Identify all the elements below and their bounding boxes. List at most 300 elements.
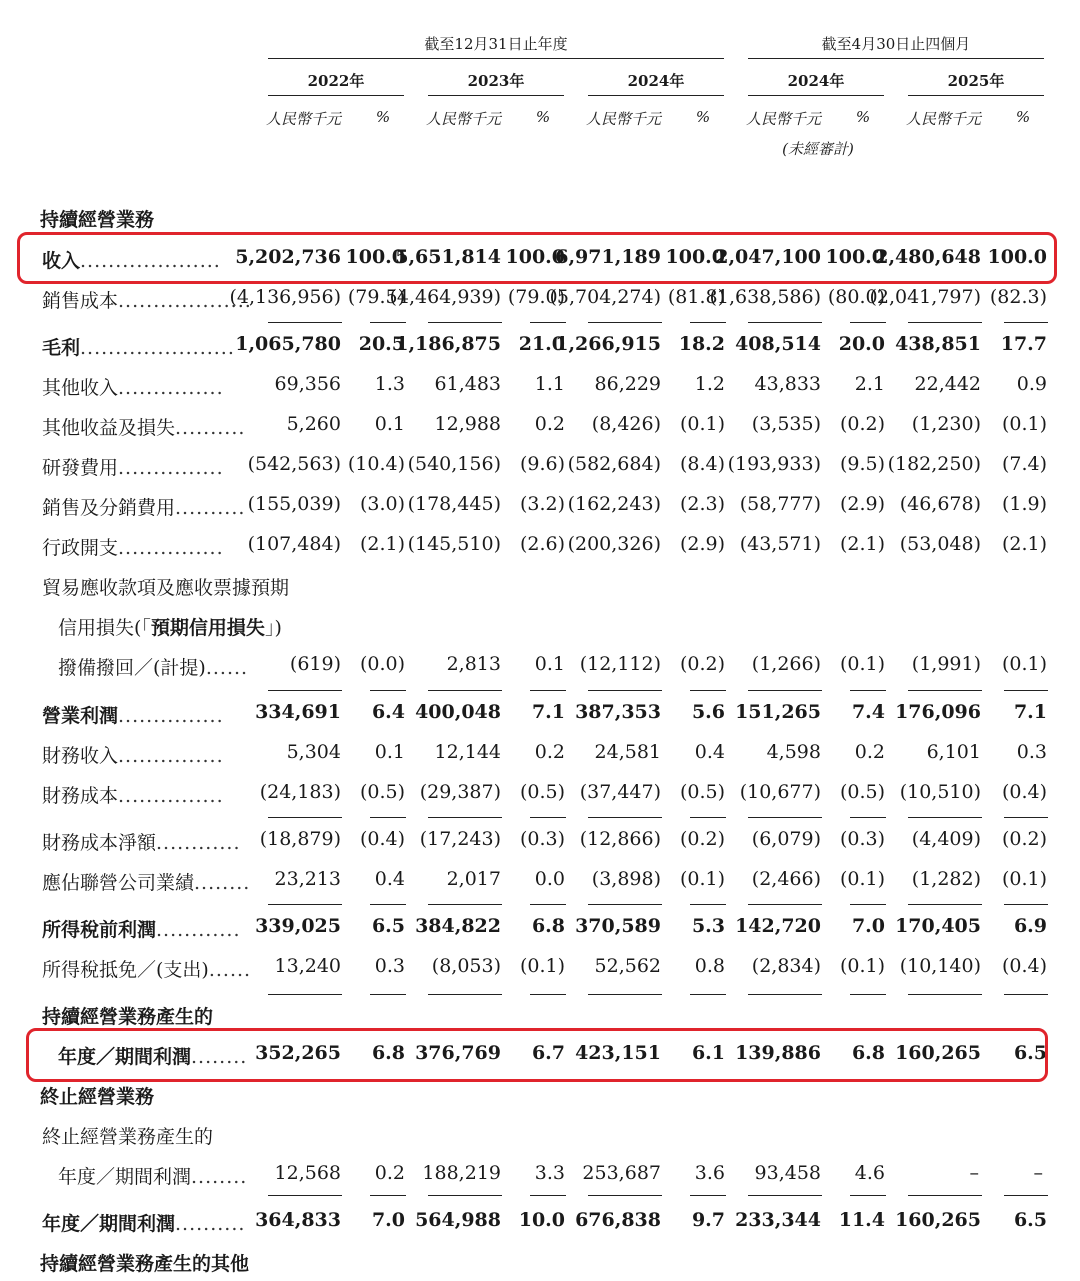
cell-amount: (12,112) — [579, 653, 661, 675]
cell-percent: 0.3 — [374, 955, 405, 977]
subtotal-rule — [908, 1195, 982, 1196]
cell-amount: (43,571) — [739, 533, 821, 555]
cell-amount: (542,563) — [247, 453, 341, 475]
row-finance-costs — [0, 781, 1080, 811]
cell-percent: (1.9) — [1001, 493, 1047, 515]
cell-amount: 93,458 — [754, 1162, 821, 1184]
cell-amount: (53,048) — [899, 533, 981, 555]
cell-percent: (0.5) — [519, 781, 565, 803]
cell-amount: 188,219 — [422, 1162, 501, 1184]
cell-percent: (0.1) — [1001, 653, 1047, 675]
subtotal-rule — [370, 994, 406, 995]
cell-amount: (4,136,956) — [229, 286, 341, 308]
leader-dots: ............... — [118, 457, 224, 479]
cell-amount: 12,568 — [274, 1162, 341, 1184]
cell-amount: (182,250) — [887, 453, 981, 475]
cell-amount: (24,183) — [259, 781, 341, 803]
cell-amount: (58,777) — [739, 493, 821, 515]
row-ecl-label-line1: 貿易應收款項及應收票據預期 — [42, 577, 290, 599]
cell-amount: 564,988 — [415, 1209, 501, 1231]
cell-percent: (7.4) — [1001, 453, 1047, 475]
cell-percent: 3.3 — [534, 1162, 565, 1184]
cell-amount: 364,833 — [255, 1209, 341, 1231]
cell-amount: 400,048 — [415, 701, 501, 723]
leader-dots: ........ — [191, 1166, 248, 1188]
unaudited-note: (未經審計) — [782, 140, 854, 158]
year-header: 2022年 — [307, 72, 365, 90]
section-discontinued-operations: 終止經營業務 — [40, 1086, 155, 1108]
cell-percent: 7.4 — [851, 701, 885, 723]
subtotal-rule — [530, 322, 566, 323]
subtotal-rule — [908, 322, 982, 323]
cell-percent: (9.6) — [519, 453, 565, 475]
row-label — [42, 1209, 245, 1236]
row-label — [42, 781, 224, 808]
cell-amount: 176,096 — [895, 701, 981, 723]
subtotal-rule — [428, 817, 502, 818]
cell-percent: 7.1 — [531, 701, 565, 723]
cell-percent: (2.1) — [1001, 533, 1047, 555]
row-income-tax — [0, 955, 1080, 985]
cell-amount: 408,514 — [735, 333, 821, 355]
cell-percent: 1.3 — [374, 373, 405, 395]
highlight-continuing-profit-row — [26, 1028, 1048, 1082]
cell-percent: 4.6 — [854, 1162, 885, 1184]
cell-amount: 69,356 — [274, 373, 341, 395]
cell-amount: (10,677) — [739, 781, 821, 803]
cell-percent: 1.1 — [534, 373, 565, 395]
cell-percent: (82.3) — [989, 286, 1047, 308]
cell-percent: 0.2 — [534, 741, 565, 763]
cell-percent: (0.3) — [519, 828, 565, 850]
subtotal-rule — [268, 1195, 342, 1196]
cell-amount: 12,988 — [434, 413, 501, 435]
cell-percent: 21.0 — [518, 333, 565, 355]
subtotal-rule — [530, 690, 566, 691]
cell-amount: (1,266) — [751, 653, 821, 675]
year-header-rule — [588, 95, 724, 96]
cell-amount: (1,230) — [911, 413, 981, 435]
group-header-four-months: 截至4月30日止四個月 — [821, 35, 971, 53]
subtotal-rule — [268, 690, 342, 691]
cell-amount: 4,598 — [766, 741, 821, 763]
row-label — [42, 453, 224, 480]
cell-percent: (0.5) — [839, 781, 885, 803]
cell-percent: (10.4) — [347, 453, 405, 475]
cell-amount: 5,304 — [286, 741, 341, 763]
cell-amount: (17,243) — [419, 828, 501, 850]
subtotal-rule — [370, 322, 406, 323]
row-net-finance-costs — [0, 828, 1080, 858]
cell-amount: 376,769 — [415, 1042, 501, 1064]
cell-percent: (0.1) — [1001, 868, 1047, 890]
cell-percent: (0.5) — [679, 781, 725, 803]
subtotal-rule — [690, 994, 726, 995]
cell-percent: 0.2 — [534, 413, 565, 435]
subtotal-rule — [370, 817, 406, 818]
leader-dots: ............ — [156, 832, 241, 854]
leader-dots: ............... — [118, 537, 224, 559]
cell-percent: (0.4) — [359, 828, 405, 850]
leader-dots: ........ — [191, 1046, 248, 1068]
row-label-text: 研發費用 — [42, 457, 119, 479]
subtotal-rule — [268, 817, 342, 818]
subtotal-rule — [268, 322, 342, 323]
cell-percent: 0.2 — [374, 1162, 405, 1184]
cell-amount: 139,886 — [735, 1042, 821, 1064]
group-header-rule — [268, 58, 724, 59]
cell-amount: 6,101 — [926, 741, 981, 763]
cell-percent: (0.5) — [359, 781, 405, 803]
row-label-text: 銷售成本 — [42, 290, 119, 312]
row-label-text: 其他收入 — [42, 377, 119, 399]
unit-amount: 人民幣千元 — [586, 110, 662, 128]
row-selling-distribution — [0, 493, 1080, 523]
unit-percent: % — [1015, 108, 1031, 126]
row-label-text: 撥備撥回／(計提) — [58, 657, 206, 679]
cell-amount: 12,144 — [434, 741, 501, 763]
cell-percent: (0.1) — [679, 413, 725, 435]
row-label-text: 財務成本淨額 — [42, 832, 157, 854]
cell-percent: 7.0 — [371, 1209, 405, 1231]
cell-amount: 352,265 — [255, 1042, 341, 1064]
cell-percent: 2.1 — [854, 373, 885, 395]
cell-percent: 9.7 — [691, 1209, 725, 1231]
subtotal-rule — [748, 322, 822, 323]
subtotal-rule — [748, 904, 822, 905]
cell-percent: (0.2) — [679, 828, 725, 850]
subtotal-rule — [268, 904, 342, 905]
subtotal-rule — [690, 1195, 726, 1196]
cell-percent: (3.2) — [519, 493, 565, 515]
unit-amount: 人民幣千元 — [426, 110, 502, 128]
subtotal-rule — [530, 994, 566, 995]
section-continuing-operations: 持續經營業務 — [40, 209, 155, 231]
row-label-text: 所得稅前利潤 — [42, 919, 157, 941]
cell-amount: 339,025 — [255, 915, 341, 937]
cell-amount: 2,480,648 — [875, 246, 981, 268]
subtotal-rule — [690, 322, 726, 323]
cell-percent: 6.5 — [1013, 1209, 1047, 1231]
row-share-of-associates — [0, 868, 1080, 898]
cell-amount: (619) — [289, 653, 341, 675]
leader-dots: ........ — [194, 872, 251, 894]
cell-amount: 2,047,100 — [715, 246, 821, 268]
year-header: 2024年 — [627, 72, 685, 90]
row-label-text: 年度／期間利潤 — [42, 1213, 176, 1235]
cell-amount: 676,838 — [575, 1209, 661, 1231]
cell-percent: 100.0 — [665, 246, 725, 268]
cell-percent: 6.1 — [691, 1042, 725, 1064]
row-operating-profit — [0, 701, 1080, 731]
cell-amount: (10,140) — [899, 955, 981, 977]
cell-amount: (145,510) — [407, 533, 501, 555]
year-header-rule — [268, 95, 404, 96]
cell-amount: 160,265 — [895, 1209, 981, 1231]
cell-amount: 1,266,915 — [555, 333, 661, 355]
subtotal-rule — [370, 690, 406, 691]
subtotal-rule — [850, 817, 886, 818]
cell-percent: (79.0) — [507, 286, 565, 308]
subtotal-rule — [748, 994, 822, 995]
subtotal-rule — [850, 690, 886, 691]
cell-percent: (0.4) — [1001, 781, 1047, 803]
subtotal-rule — [428, 994, 502, 995]
row-cost-of-sales — [0, 286, 1080, 316]
row-admin-expenses — [0, 533, 1080, 563]
row-label-text: 所得稅抵免／(支出) — [42, 959, 209, 981]
cell-amount: (2,466) — [751, 868, 821, 890]
row-label-text: 應佔聯營公司業績 — [42, 872, 195, 894]
row-label — [58, 653, 248, 680]
cell-amount: (107,484) — [247, 533, 341, 555]
cell-percent: (0.4) — [1001, 955, 1047, 977]
cell-percent: (80.0) — [827, 286, 885, 308]
cell-amount: (29,387) — [419, 781, 501, 803]
cell-amount: (162,243) — [567, 493, 661, 515]
cell-percent: 0.1 — [374, 741, 405, 763]
cell-amount: (1,991) — [911, 653, 981, 675]
cell-percent: 6.7 — [531, 1042, 565, 1064]
subtotal-rule — [850, 322, 886, 323]
cell-percent: 5.6 — [691, 701, 725, 723]
cell-percent: 6.5 — [371, 915, 405, 937]
cell-amount: 334,691 — [255, 701, 341, 723]
cell-amount: (12,866) — [579, 828, 661, 850]
subtotal-rule — [428, 904, 502, 905]
cell-percent: 100.0 — [825, 246, 885, 268]
cell-percent: 0.4 — [374, 868, 405, 890]
row-gross-profit — [0, 333, 1080, 363]
cell-amount: 43,833 — [754, 373, 821, 395]
cell-percent: (79.5) — [347, 286, 405, 308]
subtotal-rule — [908, 817, 982, 818]
row-label — [58, 1162, 247, 1189]
subtotal-rule — [690, 904, 726, 905]
cell-percent: (0.2) — [1001, 828, 1047, 850]
cell-percent: 17.7 — [1000, 333, 1047, 355]
cell-amount: 86,229 — [594, 373, 661, 395]
cell-amount: (155,039) — [247, 493, 341, 515]
cell-amount: 387,353 — [575, 701, 661, 723]
row-label — [42, 741, 224, 768]
cell-percent: 0.4 — [694, 741, 725, 763]
cell-amount: 6,971,189 — [555, 246, 661, 268]
cell-amount: (3,535) — [751, 413, 821, 435]
cell-percent: (0.1) — [839, 868, 885, 890]
cell-amount: (1,282) — [911, 868, 981, 890]
subtotal-rule — [530, 904, 566, 905]
cell-percent: 0.1 — [374, 413, 405, 435]
row-other-gains-losses — [0, 413, 1080, 443]
subtotal-rule — [748, 690, 822, 691]
cell-percent: (2.9) — [839, 493, 885, 515]
unit-amount: 人民幣千元 — [906, 110, 982, 128]
unit-amount: 人民幣千元 — [746, 110, 822, 128]
cell-amount: (2,041,797) — [869, 286, 981, 308]
row-finance-income — [0, 741, 1080, 771]
leader-dots: .......... — [175, 417, 246, 439]
subtotal-rule — [908, 904, 982, 905]
cell-amount: (4,464,939) — [389, 286, 501, 308]
subtotal-rule — [1004, 1195, 1048, 1196]
row-other-income — [0, 373, 1080, 403]
group-header-rule — [748, 58, 1044, 59]
cell-amount: (4,409) — [911, 828, 981, 850]
subtotal-rule — [690, 817, 726, 818]
cell-amount: 170,405 — [895, 915, 981, 937]
row-label — [42, 333, 235, 360]
leader-dots: ...................... — [80, 337, 235, 359]
row-discontinued-profit-label: 終止經營業務產生的 — [42, 1126, 214, 1148]
subtotal-rule — [370, 1195, 406, 1196]
subtotal-rule — [428, 690, 502, 691]
cell-amount: (3,898) — [591, 868, 661, 890]
row-ecl-provision — [0, 653, 1080, 683]
row-label-text: 年度／期間利潤 — [58, 1166, 192, 1188]
row-label — [42, 955, 251, 982]
cell-amount: (10,510) — [899, 781, 981, 803]
row-ecl-label-line2: 信用損失(「預期信用損失」) — [58, 617, 282, 639]
cell-amount: 61,483 — [434, 373, 501, 395]
cell-percent: (2.1) — [359, 533, 405, 555]
year-header-rule — [748, 95, 884, 96]
row-label-text: 營業利潤 — [42, 705, 119, 727]
subtotal-rule — [850, 994, 886, 995]
cell-percent: 0.2 — [854, 741, 885, 763]
leader-dots: ................... — [118, 290, 252, 312]
cell-amount: 1,186,875 — [395, 333, 501, 355]
cell-percent: (0.0) — [359, 653, 405, 675]
cell-percent: 11.4 — [838, 1209, 885, 1231]
cell-amount: 370,589 — [575, 915, 661, 937]
cell-amount: (2,834) — [751, 955, 821, 977]
cell-percent: (3.0) — [359, 493, 405, 515]
row-label-text: 財務成本 — [42, 785, 119, 807]
subtotal-rule — [428, 322, 502, 323]
cell-amount: 13,240 — [274, 955, 341, 977]
leader-dots: ............ — [156, 919, 241, 941]
leader-dots: ............... — [118, 785, 224, 807]
cell-amount: (8,426) — [591, 413, 661, 435]
cell-percent: (0.2) — [679, 653, 725, 675]
row-label — [42, 828, 241, 855]
cell-percent: (2.1) — [839, 533, 885, 555]
row-label — [42, 868, 250, 895]
unit-percent: % — [695, 108, 711, 126]
cell-amount: 5,651,814 — [395, 246, 501, 268]
row-discontinued-profit — [0, 1162, 1080, 1192]
row-label-text: 銷售及分銷費用 — [42, 497, 176, 519]
unit-percent: % — [535, 108, 551, 126]
cell-percent: 0.1 — [534, 653, 565, 675]
cell-amount: 253,687 — [582, 1162, 661, 1184]
subtotal-rule — [428, 1195, 502, 1196]
cell-percent: (0.1) — [839, 653, 885, 675]
cell-percent: (0.3) — [839, 828, 885, 850]
cell-percent: 5.3 — [691, 915, 725, 937]
row-label-text: 行政開支 — [42, 537, 119, 559]
cell-amount: 24,581 — [594, 741, 661, 763]
subtotal-rule — [370, 904, 406, 905]
row-label-text: 毛利 — [42, 337, 81, 359]
row-profit-before-tax — [0, 915, 1080, 945]
subtotal-rule — [530, 1195, 566, 1196]
cell-amount: 151,265 — [735, 701, 821, 723]
cell-percent: (0.2) — [839, 413, 885, 435]
row-label — [42, 533, 224, 560]
cell-percent: 6.8 — [851, 1042, 885, 1064]
unit-percent: % — [375, 108, 391, 126]
subtotal-rule — [1004, 904, 1048, 905]
cell-percent: 100.0 — [505, 246, 565, 268]
cell-percent: 6.8 — [531, 915, 565, 937]
cell-percent: 6.4 — [371, 701, 405, 723]
cell-amount: 160,265 — [895, 1042, 981, 1064]
cell-amount: (5,704,274) — [549, 286, 661, 308]
cell-percent: 100.0 — [987, 246, 1047, 268]
leader-dots: ...... — [205, 657, 249, 679]
cell-amount: 22,442 — [914, 373, 981, 395]
cell-amount: 52,562 — [594, 955, 661, 977]
cell-amount: (582,684) — [567, 453, 661, 475]
cell-percent: 20.5 — [358, 333, 405, 355]
cell-percent: (8.4) — [679, 453, 725, 475]
subtotal-rule — [1004, 322, 1048, 323]
cell-amount: 2,017 — [446, 868, 501, 890]
cell-amount: (6,079) — [751, 828, 821, 850]
cell-percent: 3.6 — [694, 1162, 725, 1184]
cell-percent: 0.3 — [1016, 741, 1047, 763]
cell-amount: (46,678) — [899, 493, 981, 515]
cell-amount: 423,151 — [575, 1042, 661, 1064]
cell-percent: (2.9) — [679, 533, 725, 555]
cell-amount: 5,202,736 — [235, 246, 341, 268]
cell-amount: 142,720 — [735, 915, 821, 937]
year-header-rule — [908, 95, 1044, 96]
subtotal-rule — [690, 690, 726, 691]
cell-percent: 0.8 — [694, 955, 725, 977]
subtotal-rule — [268, 994, 342, 995]
subtotal-rule — [908, 690, 982, 691]
cell-percent: (0.1) — [839, 955, 885, 977]
leader-dots: .......... — [175, 1213, 246, 1235]
cell-amount: 384,822 — [415, 915, 501, 937]
subtotal-rule — [530, 817, 566, 818]
cell-amount: (1,638,586) — [709, 286, 821, 308]
subtotal-rule — [850, 904, 886, 905]
cell-percent: (2.3) — [679, 493, 725, 515]
unit-percent: % — [855, 108, 871, 126]
row-label-text: 收入 — [42, 250, 81, 272]
cell-percent: (9.5) — [839, 453, 885, 475]
row-label-text: 年度／期間利潤 — [58, 1046, 192, 1068]
cell-amount: (200,326) — [567, 533, 661, 555]
cell-percent: – — [1033, 1162, 1043, 1184]
year-header: 2025年 — [947, 72, 1005, 90]
cell-amount: 2,813 — [446, 653, 501, 675]
cell-amount: (193,933) — [727, 453, 821, 475]
row-continuing-profit-label: 持續經營業務產生的 — [42, 1006, 214, 1028]
row-label-text: 其他收益及損失 — [42, 417, 176, 439]
subtotal-rule — [588, 322, 662, 323]
cell-percent: (81.8) — [667, 286, 725, 308]
subtotal-rule — [588, 817, 662, 818]
subtotal-rule — [748, 1195, 822, 1196]
subtotal-rule — [748, 817, 822, 818]
cell-amount: – — [969, 1162, 979, 1184]
leader-dots: ............... — [118, 705, 224, 727]
